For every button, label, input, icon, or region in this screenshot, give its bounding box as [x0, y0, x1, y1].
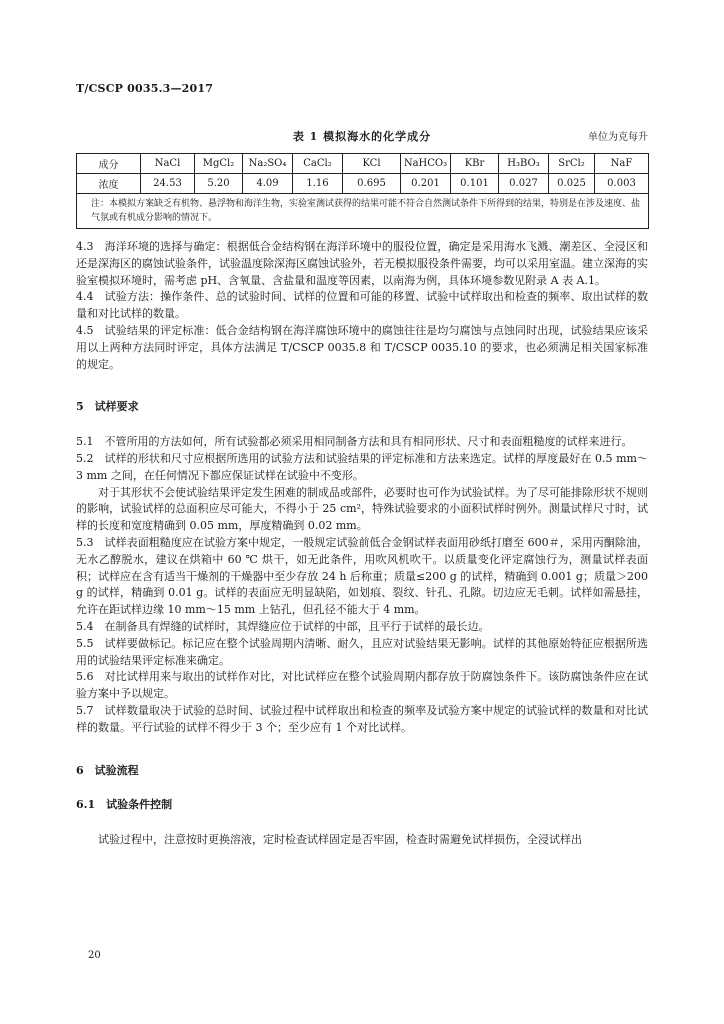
- table-row: [77, 174, 649, 194]
- value-cell: 5.20: [195, 174, 243, 194]
- seawater-composition-table: [76, 153, 649, 229]
- table-title: 表 1 模拟海水的化学成分: [292, 130, 432, 143]
- clause-5-2: 5.2 试样的形状和尺寸应根据所选用的试验方法和试验结果的评定标准和方法来选定。试样的厚度最好在 0.5 mm～3 mm 之间，在任何情况下都应保证试样在试验中不变形。: [76, 451, 648, 482]
- spacer: [76, 416, 648, 434]
- table-unit: 单位为克每升: [588, 132, 648, 143]
- clause-4-4: 4.4 试验方法：操作条件、总的试验时间、试样的位置和可能的移置、试验中试样取出和检查的频率、取出试样的数量和对比试样的数量。: [76, 290, 648, 321]
- header-cell: MgCl₂: [195, 154, 243, 174]
- row-label-cell: 浓度: [77, 174, 141, 194]
- section-6-1-heading: 6.1 试验条件控制: [76, 798, 173, 812]
- header-cell: 成分: [77, 154, 141, 174]
- value-cell: 0.027: [499, 174, 549, 194]
- clause-4-3: 4.3 海洋环境的选择与确定：根据低合金结构钢在海洋环境中的服役位置，确定是采用海水飞溅、潮差区、全浸区和还是深海区的腐蚀试验条件，试验温度除深海区腐蚀试验外，若无模拟服役条件需要，均可以采用室温。建立深海的实验室模拟环境时，需考虑 pH、含氧量、含盐量和温度等因素，以南海为例，具体环境参数见附录 A 表 A.1。: [76, 240, 648, 287]
- document-body: [76, 239, 648, 849]
- value-cell: 4.09: [243, 174, 293, 194]
- clause-4-5: 4.5 试验结果的评定标准：低合金结构钢在海洋腐蚀环境中的腐蚀往往是均匀腐蚀与点蚀同时出现，试验结果应该采用以上两种方法同时评定，具体方法满足 T/CSCP 0035.8 和 T/CSCP 0035.10 的要求，也必须满足相关国家标准的规定。: [76, 323, 648, 371]
- spacer: [76, 737, 648, 763]
- value-cell: 0.003: [595, 174, 649, 194]
- table-header-row: [77, 154, 649, 174]
- value-cell: 0.025: [549, 174, 595, 194]
- header-cell: KBr: [451, 154, 499, 174]
- value-cell: 0.695: [343, 174, 401, 194]
- clause-5-1: 5.1 不管所用的方法如何，所有试验都必须采用相同制备方法和具有相同形状、尺寸和表面粗糙度的试样来进行。: [76, 435, 633, 449]
- clause-6-1-text: 试验过程中，注意按时更换溶液，定时检查试样固定是否牢固，检查时需避免试样损伤，全浸试样出: [98, 833, 582, 847]
- table-caption: [76, 128, 648, 144]
- clause-5-7: 5.7 试样数量取决于试验的总时间、试验过程中试样取出和检查的频率及试验方案中规定的试验试样的数量和对比试样的数量。平行试验的试样不得少于 3 个；至少应有 1 个对比试样。: [76, 703, 648, 734]
- spacer: [76, 779, 648, 797]
- header-cell: CaCl₂: [293, 154, 343, 174]
- value-cell: 1.16: [293, 174, 343, 194]
- table-note: 注：本模拟方案缺乏有机物、悬浮物和海洋生物，实验室测试获得的结果可能不符合自然测试条件下所得到的结果，特别是在涉及速度、盐气氛或有机成分影响的情况下。: [77, 194, 649, 229]
- header-cell: H₃BO₃: [499, 154, 549, 174]
- table-note-row: [77, 194, 649, 229]
- value-cell: 24.53: [141, 174, 195, 194]
- header-cell: Na₂SO₄: [243, 154, 293, 174]
- standard-number: T/CSCP 0035.3—2017: [76, 82, 214, 95]
- clause-5-5: 5.5 试样要做标记。标记应在整个试验周期内清晰、耐久，且应对试验结果无影响。试样的其他原始特征应根据所选用的试验结果评定标准来确定。: [76, 636, 648, 667]
- section-5-heading: 5 试样要求: [76, 400, 139, 414]
- header-cell: NaF: [595, 154, 649, 174]
- spacer: [76, 373, 648, 399]
- clause-5-6: 5.6 对比试样用来与取出的试样作对比，对比试样应在整个试验周期内都存放于防腐蚀条件下。该防腐蚀条件应在试验方案中予以规定。: [76, 670, 648, 701]
- section-6-heading: 6 试验流程: [76, 763, 139, 777]
- clause-5-4: 5.4 在制备具有焊缝的试样时，其焊缝应位于试样的中部，且平行于试样的最长边。: [76, 619, 490, 633]
- clause-5-2-continuation: 对于其形状不会使试验结果评定发生困难的制成品或部件，必要时也可作为试验试样。为了尽可能排除形状不规则的影响，试验试样的总面积应尽可能大，不得小于 25 cm²，特殊试验要求的小面积试样时例外。测量试样尺寸时，试样的长度和宽度精确到 0.05 mm，厚度精确到 0.02 mm。: [76, 485, 648, 533]
- page-number: 20: [88, 950, 101, 961]
- spacer: [76, 814, 648, 832]
- clause-5-3: 5.3 试样表面粗糙度应在试验方案中规定，一般规定试验前低合金钢试样表面用砂纸打磨至 600＃，采用丙酮除油，无水乙醇脱水，建议在烘箱中 60 ℃ 烘干，如无此条件，用吹风机吹干。以质量变化评定腐蚀行为，测量试样表面积；试样应在含有适当干燥剂的干燥器中至少存放 24 h 后称重；质量≤200 g 的试样，精确到 0.001 g；质量＞200 g 的试样，精确到 0.01 g。试样的表面应无明显缺陷，如划痕、裂纹、针孔、孔隙。切边应无毛刺。试样如需悬挂，允许在距试样边缘 10 mm～15 mm 上钻孔，但孔径不能大于 4 mm。: [76, 535, 648, 617]
- header-cell: KCl: [343, 154, 401, 174]
- header-cell: NaHCO₃: [401, 154, 451, 174]
- header-cell: NaCl: [141, 154, 195, 174]
- value-cell: 0.201: [401, 174, 451, 194]
- value-cell: 0.101: [451, 174, 499, 194]
- header-cell: SrCl₂: [549, 154, 595, 174]
